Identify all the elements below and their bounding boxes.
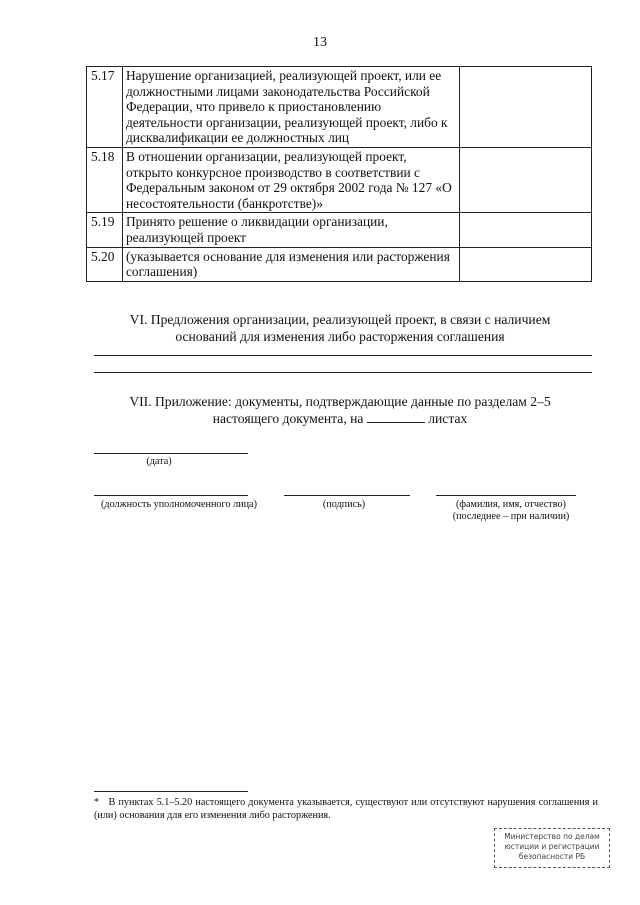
row-text: В отношении организации, реализующей проект, открыто конкурсное производство в соответствии с Федеральным законом от 29 октября 2002 года № 127 «О несостоятельности (банкротстве)» xyxy=(122,147,459,212)
stamp-line2: юстиции и регистрации xyxy=(504,842,600,851)
footnote-marker: * xyxy=(94,797,100,808)
name-caption-line1: (фамилия, имя, отчество) xyxy=(456,499,566,510)
name-caption-line2: (последнее – при наличии) xyxy=(452,511,570,522)
row-answer-cell xyxy=(459,213,591,247)
table-row xyxy=(87,67,592,148)
table-row xyxy=(87,147,592,212)
footnote xyxy=(94,796,598,822)
row-text: (указывается основание для изменения или расторжения соглашения) xyxy=(122,247,459,281)
signature-caption: (подпись) xyxy=(322,499,366,510)
section-vii-heading-line2 xyxy=(90,410,590,427)
footnote-text: В пунктах 5.1–5.20 настоящего документа указывается, существуют или отсутствуют нарушения соглашения и (или) основания для его изменения либо расторжения. xyxy=(94,797,599,821)
row-answer-cell xyxy=(459,67,591,148)
row-number: 5.19 xyxy=(87,213,123,247)
footnote-separator xyxy=(94,791,248,792)
date-caption: (дата) xyxy=(146,456,172,467)
section-vi-heading-line1: VI. Предложения организации, реализующей проект, в связи с наличием xyxy=(129,312,551,327)
section-vii-heading-line1: VII. Приложение: документы, подтверждающие данные по разделам 2–5 xyxy=(129,394,551,409)
row-number: 5.18 xyxy=(87,147,123,212)
section-vii-heading-line2-suffix: листах xyxy=(428,411,468,426)
date-line xyxy=(94,453,248,454)
position-caption: (должность уполномоченного лица) xyxy=(101,499,257,510)
position-line xyxy=(94,495,248,496)
section-vi-heading xyxy=(90,311,590,345)
name-line xyxy=(436,495,576,496)
row-number: 5.17 xyxy=(87,67,123,148)
row-number: 5.20 xyxy=(87,247,123,281)
sheet-count-blank xyxy=(367,410,425,423)
proposal-line-2 xyxy=(94,372,592,373)
row-text: Принято решение о ликвидации организации, реализующей проект xyxy=(122,213,459,247)
section-vii-heading-line2-prefix: настоящего документа, на xyxy=(212,411,364,426)
section-vi-heading-line2: оснований для изменения либо расторжения соглашения xyxy=(175,329,505,344)
signature-line xyxy=(284,495,410,496)
table-row xyxy=(87,247,592,281)
stamp-line3: безопасности РБ xyxy=(518,852,586,861)
section-vii-heading xyxy=(90,393,590,427)
row-answer-cell xyxy=(459,147,591,212)
row-text: Нарушение организацией, реализующей проект, или ее должностными лицами законодательства Российской Федерации, что привело к приостановлению деятельности организации, реализующей проект, либо к дисквалификации ее должностных лиц xyxy=(122,67,459,148)
proposal-line-1 xyxy=(94,355,592,356)
registration-stamp xyxy=(494,828,610,868)
row-answer-cell xyxy=(459,247,591,281)
criteria-table xyxy=(86,66,592,282)
page-number: 13 xyxy=(313,35,327,50)
name-caption xyxy=(436,499,586,523)
stamp-line1: Министерство по делам xyxy=(504,832,600,841)
table-row xyxy=(87,213,592,247)
